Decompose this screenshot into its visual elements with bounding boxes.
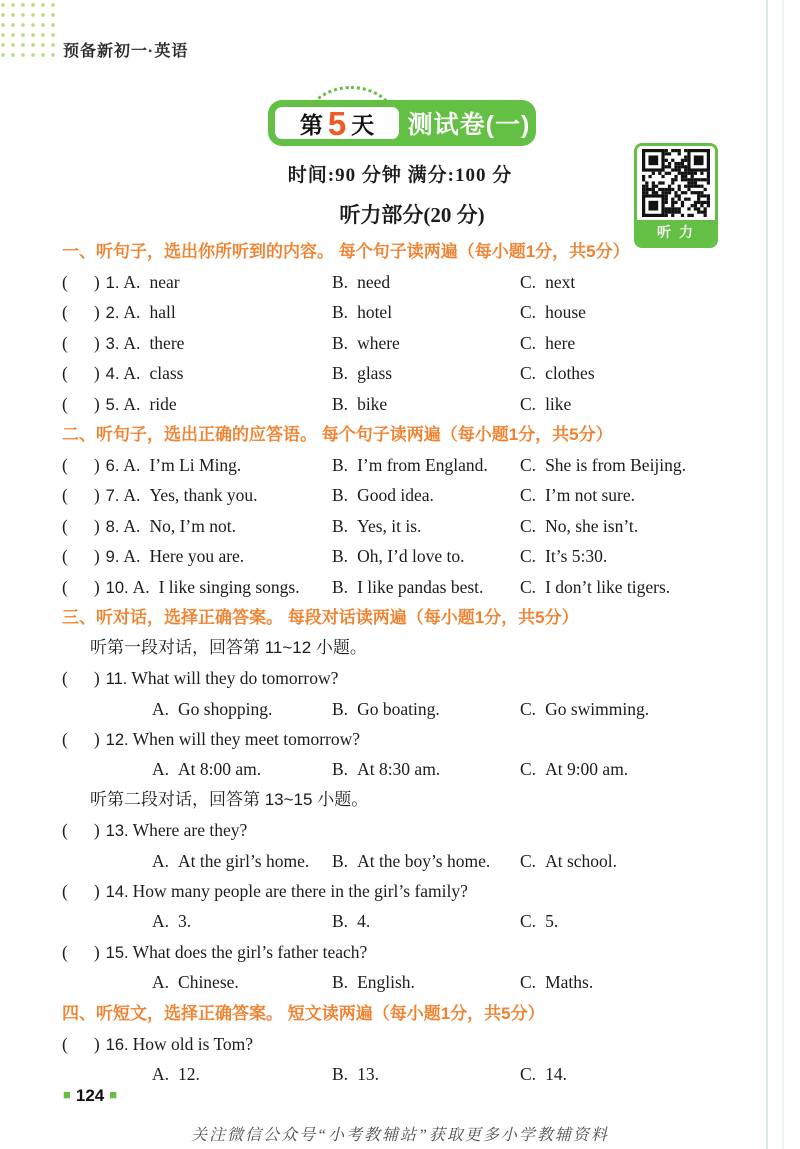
question-row [62, 876, 762, 906]
part-title: 听力部分(20 分) [339, 203, 485, 227]
qr-label: 听力 [637, 220, 715, 245]
question-row [62, 358, 762, 388]
paper-content [62, 200, 762, 1089]
page-number: 124 [75, 1086, 105, 1105]
option-c: C. 5. [520, 911, 559, 932]
option-c: C. clothes [520, 363, 595, 384]
option-c: C. It’s 5:30. [520, 546, 608, 567]
option-a: A. near [123, 272, 180, 292]
option-b: B. glass [332, 363, 393, 384]
question-number: 4. [105, 365, 120, 384]
option-c: C. 14. [520, 1063, 567, 1084]
answer-bracket: ( ) [62, 1033, 100, 1054]
option-a: A. No, I’m not. [123, 515, 236, 536]
question-number: 2. [105, 304, 120, 323]
day-prefix: 第 [299, 111, 323, 138]
answer-bracket: ( ) [62, 576, 100, 597]
question-stem: What does the girl’s father teach? [132, 941, 368, 962]
option-c: C. She is from Beijing. [520, 454, 687, 475]
option-c: C. At school. [520, 850, 618, 871]
question-row [62, 267, 762, 297]
answer-bracket: ( ) [62, 363, 100, 384]
question-row [62, 724, 762, 754]
section-heading: 二、听句子，选出正确的应答语。 每个句子读两遍（每小题1分，共5分） [62, 424, 613, 444]
day-number-box [272, 104, 402, 142]
option-b: B. I like pandas best. [332, 576, 484, 597]
answer-bracket: ( ) [62, 302, 100, 323]
options-row [62, 846, 762, 876]
option-b: B. Good idea. [332, 485, 434, 506]
question-row [62, 450, 762, 480]
option-b: B. bike [332, 393, 388, 414]
question-section [62, 419, 762, 602]
question-number: 10. [105, 578, 129, 597]
question-section [62, 602, 762, 998]
option-b: B. 13. [332, 1063, 379, 1084]
question-number: 3. [105, 334, 120, 353]
question-row [62, 572, 762, 602]
option-a: A. there [123, 332, 185, 353]
option-b: B. need [332, 272, 391, 292]
question-row [62, 1029, 762, 1059]
option-a: A. Go shopping. [152, 698, 273, 719]
option-a: A. Yes, thank you. [123, 485, 258, 506]
option-b: B. At 8:30 am. [332, 759, 441, 780]
option-a: A. hall [123, 302, 176, 323]
option-b: B. 4. [332, 911, 371, 932]
option-b: B. At the boy’s home. [332, 850, 491, 871]
question-section [62, 998, 762, 1090]
answer-bracket: ( ) [62, 485, 100, 506]
option-a: A. Chinese. [152, 972, 239, 993]
options-row [62, 1059, 762, 1089]
option-c: C. I’m not sure. [520, 485, 635, 506]
option-c: C. Maths. [520, 972, 594, 993]
question-row [62, 297, 762, 327]
day-number: 5 [327, 104, 347, 142]
option-c: C. next [520, 272, 576, 292]
question-number: 8. [105, 517, 120, 536]
options-row [62, 967, 762, 997]
option-b: B. I’m from England. [332, 454, 488, 475]
paper-title: 测试卷(一) [407, 111, 531, 139]
question-number: 14. [105, 883, 129, 902]
option-b: B. Go boating. [332, 698, 440, 719]
question-stem: When will they meet tomorrow? [132, 729, 361, 750]
answer-bracket: ( ) [62, 393, 100, 414]
time-score-line: 时间:90 分钟 满分:100 分 [287, 165, 513, 186]
question-stem: Where are they? [132, 820, 248, 841]
answer-bracket: ( ) [62, 820, 100, 841]
options-row [62, 694, 762, 724]
answer-bracket: ( ) [62, 515, 100, 536]
question-number: 13. [105, 822, 129, 841]
page-number-dot: ■ [109, 1087, 118, 1102]
section-heading: 四、听短文，选择正确答案。 短文读两遍（每小题1分，共5分） [62, 1003, 545, 1023]
page-number-dot: ■ [63, 1087, 71, 1102]
question-number: 16. [105, 1035, 129, 1054]
option-a: A. At the girl’s home. [152, 850, 310, 871]
sections-container [62, 236, 762, 1089]
question-stem: How old is Tom? [132, 1033, 254, 1054]
page-number-row [58, 1086, 122, 1106]
option-c: C. here [520, 332, 576, 353]
option-b: B. English. [332, 972, 415, 993]
option-c: C. I don’t like tigers. [520, 576, 671, 597]
answer-bracket: ( ) [62, 668, 100, 689]
option-b: B. Yes, it is. [332, 515, 422, 536]
option-c: C. At 9:00 am. [520, 759, 629, 780]
option-a: A. 3. [152, 911, 192, 932]
question-row [62, 937, 762, 967]
question-row [62, 389, 762, 419]
option-b: B. Oh, I’d love to. [332, 546, 465, 567]
question-number: 1. [105, 274, 120, 292]
question-stem: How many people are there in the girl’s family? [132, 881, 468, 902]
answer-bracket: ( ) [62, 881, 100, 902]
question-row [62, 815, 762, 845]
option-b: B. where [332, 332, 400, 353]
question-section [62, 236, 762, 419]
footer-promo-text: 关注微信公众号“小考教辅站”获取更多小学教辅资料 [191, 1127, 609, 1144]
question-number: 9. [105, 548, 120, 567]
option-a: A. Here you are. [123, 546, 245, 567]
question-row [62, 511, 762, 541]
question-number: 5. [105, 395, 120, 414]
question-number: 6. [105, 456, 120, 475]
question-row [62, 663, 762, 693]
option-c: C. house [520, 302, 586, 323]
question-number: 12. [105, 731, 129, 750]
question-number: 7. [105, 487, 120, 506]
corner-dots-decoration [0, 2, 62, 62]
question-number: 11. [105, 670, 128, 689]
option-a: A. At 8:00 am. [152, 759, 262, 780]
answer-bracket: ( ) [62, 546, 100, 567]
option-a: A. 12. [152, 1063, 200, 1084]
dialog-note: 听第一段对话，回答第 11~12 小题。 [90, 637, 367, 657]
options-row [62, 754, 762, 784]
day-badge [268, 100, 536, 146]
question-row [62, 328, 762, 358]
day-suffix: 天 [351, 111, 375, 138]
question-row [62, 541, 762, 571]
answer-bracket: ( ) [62, 729, 100, 750]
options-row [62, 906, 762, 936]
option-c: C. No, she isn’t. [520, 515, 639, 536]
option-c: C. like [520, 393, 572, 414]
question-stem: What will they do tomorrow? [131, 668, 339, 689]
book-series-label: 预备新初一·英语 [63, 43, 189, 60]
option-a: A. I’m Li Ming. [123, 454, 242, 475]
option-a: A. I like singing songs. [132, 576, 300, 597]
option-c: C. Go swimming. [520, 698, 650, 719]
answer-bracket: ( ) [62, 332, 100, 353]
section-heading: 三、听对话，选择正确答案。 每段对话读两遍（每小题1分，共5分） [62, 607, 579, 627]
section-heading: 一、听句子，选出你所听到的内容。 每个句子读两遍（每小题1分，共5分） [62, 242, 630, 261]
question-row [62, 480, 762, 510]
question-number: 15. [105, 943, 129, 962]
answer-bracket: ( ) [62, 941, 100, 962]
option-b: B. hotel [332, 302, 393, 323]
dialog-note: 听第二段对话，回答第 13~15 小题。 [90, 789, 369, 809]
option-a: A. ride [123, 393, 177, 414]
answer-bracket: ( ) [62, 454, 100, 475]
answer-bracket: ( ) [62, 272, 100, 292]
option-a: A. class [123, 363, 184, 384]
